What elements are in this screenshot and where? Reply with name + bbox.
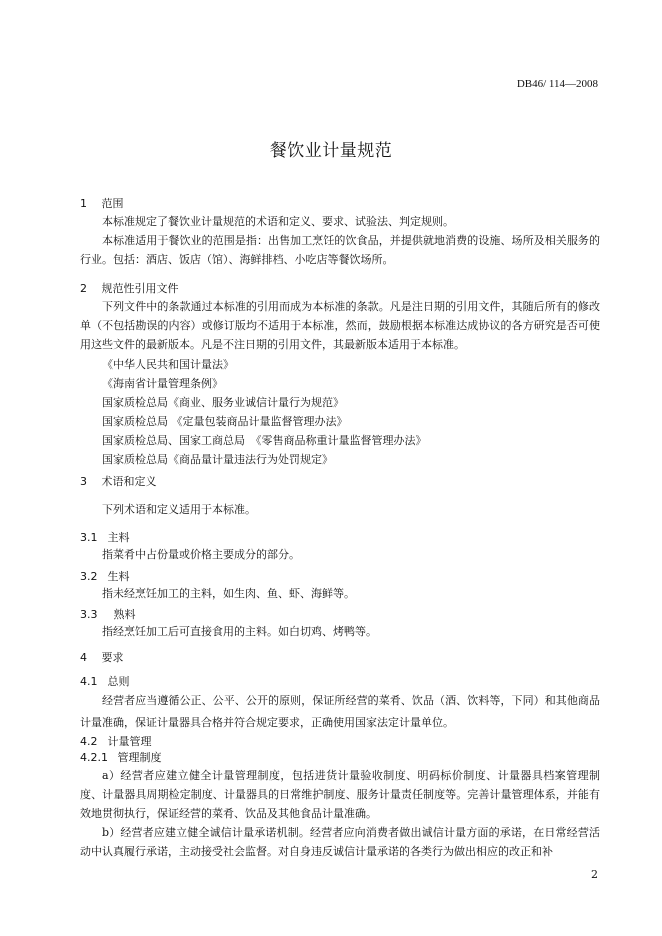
subsection-4-1-heading (80, 673, 130, 689)
section-number: 1 (80, 197, 87, 210)
reference-item: 《中华人民共和国计量法》 (102, 358, 234, 371)
subsection-4-2-1-heading (80, 749, 162, 765)
term-3-2-heading (80, 568, 130, 584)
reference-item: 国家质检总局《商品量计量违法行为处罚规定》 (102, 453, 333, 466)
paragraph: 本标准规定了餐饮业计量规范的术语和定义、要求、试验法、判定规则。 (102, 215, 454, 228)
subsection-title: 计量管理 (107, 735, 152, 748)
section-number: 4 (80, 651, 87, 664)
term-definition: 指经烹饪加工后可直接食用的主料。如白切鸡、烤鸭等。 (102, 625, 377, 638)
term-number: 3.3 (80, 608, 98, 621)
paragraph: 下列术语和定义适用于本标准。 (102, 503, 256, 516)
section-4-heading (80, 649, 124, 665)
section-title: 规范性引用文件 (101, 282, 179, 295)
term-number: 3.1 (80, 531, 98, 544)
paragraph: 经营者应当遵循公正、公平、公开的原则，保证所经营的菜肴、饮品（酒、饮料等，下同）和其他商品计量准确，保证计量器具合格并符合规定要求，正确使用国家法定计量单位。 (80, 694, 600, 729)
subsection-number: 4.1 (80, 675, 98, 688)
section-number: 3 (80, 475, 87, 488)
subsection-4-2-heading (80, 733, 152, 749)
page-title: 餐饮业计量规范 (269, 141, 393, 161)
section-number: 2 (80, 282, 87, 295)
term-title: 主料 (107, 531, 130, 544)
section-title: 要求 (101, 651, 124, 664)
paragraph: 本标准适用于餐饮业的范围是指：出售加工烹饪的饮食品，并提供就地消费的设施、场所及相关服务的行业。包括：酒店、饭店（馆）、海鲜排档、小吃店等餐饮场所。 (80, 234, 600, 266)
term-title: 生料 (107, 570, 130, 583)
page-number: 2 (591, 868, 598, 881)
term-definition: 指菜肴中占份量或价格主要成分的部分。 (102, 548, 300, 561)
reference-item: 国家质检总局 《定量包装商品计量监督管理办法》 (102, 415, 348, 428)
reference-item: 国家质检总局、国家工商总局 《零售商品称重计量监督管理办法》 (102, 434, 427, 447)
term-definition: 指未经烹饪加工的主料，如生肉、鱼、虾、海鲜等。 (102, 587, 355, 600)
paragraph: a）经营者应建立健全计量管理制度，包括进货计量验收制度、明码标价制度、计量器具档案管理制度、计量器具周期检定制度、计量器具的日常维护制度、服务计量责任制度等。完善计量管理体系，并能有效地贯彻执行，保证经营的菜肴、饮品及其他食品计量准确。 (80, 769, 600, 820)
document-number: DB46/ 114—2008 (516, 78, 598, 90)
subsection-number: 4.2 (80, 735, 98, 748)
subsection-number: 4.2.1 (80, 751, 108, 764)
section-title: 范围 (101, 197, 124, 210)
term-3-1-heading (80, 529, 130, 545)
subsection-title: 总则 (107, 675, 130, 688)
reference-item: 国家质检总局《商业、服务业诚信计量行为规范》 (102, 396, 344, 409)
term-number: 3.2 (80, 570, 98, 583)
section-2-heading (80, 280, 179, 296)
subsection-title: 管理制度 (117, 751, 162, 764)
reference-item: 《海南省计量管理条例》 (102, 377, 223, 390)
section-title: 术语和定义 (101, 475, 157, 488)
section-1-heading (80, 195, 124, 211)
paragraph: b）经营者应建立健全诚信计量承诺机制。经营者应向消费者做出诚信计量方面的承诺，在日常经营活动中认真履行承诺，主动接受社会监督。对自身违反诚信计量承诺的各类行为做出相应的改正和补 (80, 826, 600, 858)
section-3-heading (80, 473, 157, 489)
term-3-3-heading (80, 606, 136, 622)
term-title: 熟料 (113, 608, 136, 621)
paragraph: 下列文件中的条款通过本标准的引用而成为本标准的条款。凡是注日期的引用文件，其随后所有的修改单（不包括勘误的内容）或修订版均不适用于本标准，然而，鼓励根据本标准达成协议的各方研究是否可使用这些文件的最新版本。凡是不注日期的引用文件，其最新版本适用于本标准。 (80, 300, 600, 351)
